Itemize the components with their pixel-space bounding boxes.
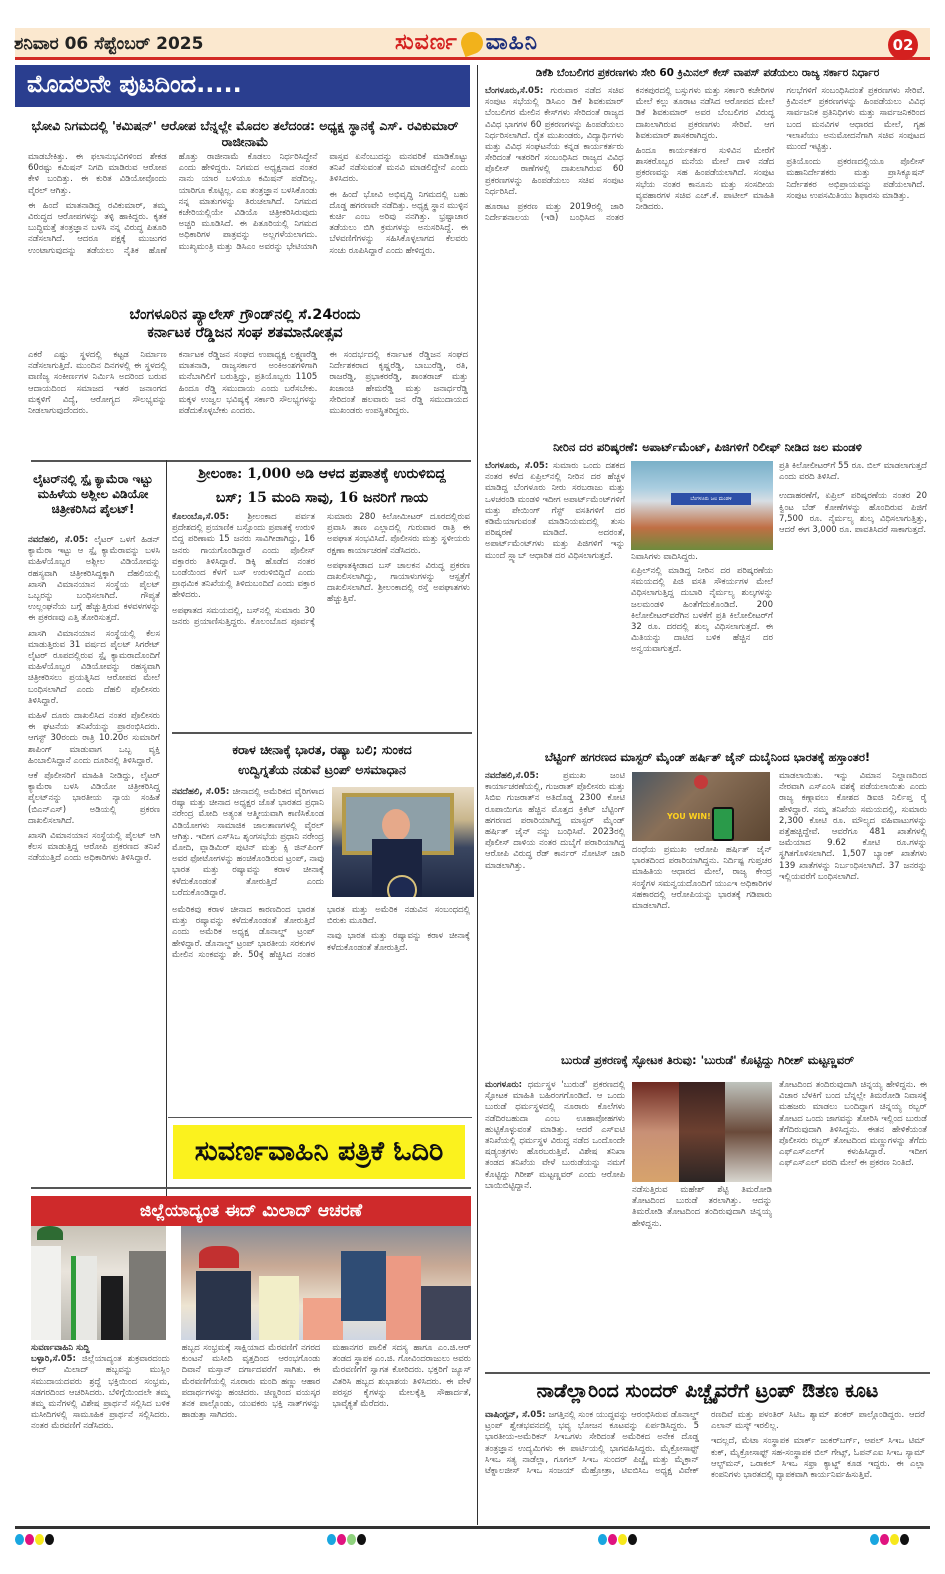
headline-srilanka[interactable]	[172, 466, 472, 507]
photo-person	[725, 1082, 772, 1182]
paragraph: ಮಹಿಳೆ ದೂರು ದಾಖಲಿಸಿದ ನಂತರ ಪೊಲೀಸರು ಈ ಘಟನೆಯ ತನಿಖೆಯನ್ನು ಪ್ರಾರಂಭಿಸಿದರು. ಆಗಸ್ಟ್ 30ರಂದು ರಾತ್ರಿ 10.20ರ ಸುಮಾರಿಗೆ ಶಾಪಿಂಗ್ ಮಾಡುವಾಗ ಒಬ್ಬ ವ್ಯಕ್ತಿ ಹಿಂಬಾಲಿಸಿದ್ದಾನೆ ಎಂದು ದೂರಿನಲ್ಲಿ ತಿಳಿಸಿದ್ದಾರೆ.	[28, 711, 160, 766]
green-mark-icon	[347, 1534, 356, 1545]
headline-water[interactable]: ನೀರಿನ ದರ ಪರಿಷ್ಕರಣೆ: ಅಪಾರ್ಟ್‌ಮೆಂಟ್, ಪಿಜಿಗಳಿಗೆ ರಿಲೀಫ್ ನೀಡಿದ ಜಲ ಮಂಡಳಿ	[553, 440, 862, 454]
black-mark-icon	[45, 1534, 54, 1545]
yellow-mark-icon	[618, 1534, 627, 1545]
logo-badge-icon	[694, 775, 708, 789]
photo-person	[421, 1286, 471, 1340]
photo-person	[129, 1251, 166, 1340]
flame-icon	[458, 29, 486, 57]
cyan-mark-icon	[870, 1534, 879, 1545]
article-burude-body-2	[632, 1185, 772, 1350]
headline-burude[interactable]: ಬುರುಡೆ ಪ್ರಕರಣಕ್ಕೆ ಸ್ಫೋಟಕ ತಿರುವು: 'ಬುರುಡೆ' ಕೊಟ್ಟಿದ್ದು ಗಿರೀಶ್ ಮಟ್ಟಣ್ಣವರ್	[561, 1053, 854, 1067]
photo-headscarf	[199, 1246, 239, 1268]
registration-marks	[15, 1530, 55, 1549]
article-eid-body	[31, 1343, 471, 1518]
registration-marks	[327, 1530, 367, 1549]
presidential-seal-icon	[387, 875, 417, 897]
headline-trump-china[interactable]	[172, 742, 472, 777]
headline-trump-dinner[interactable]: ನಾಡೆಲ್ಲಾರಿಂದ ಸುಂದರ್ ಪಿಚ್ಚೈವರೆಗೆ ಟ್ರಂಪ್ ಔತಣ ಕೂಟ	[536, 1380, 879, 1402]
article-srilanka-body	[172, 512, 470, 707]
article-burude-body-1	[485, 1080, 625, 1350]
photo-caption	[631, 552, 773, 564]
paragraph: ನಾವು ಭಾರತ ಮತ್ತು ರಷ್ಯಾವನ್ನು ಕರಾಳ ಚೀನಾಕ್ಕೆ ಕಳೆದುಕೊಂಡಂತೆ ತೋರುತ್ತಿದೆ.	[327, 931, 470, 953]
photo-person	[196, 1271, 251, 1340]
divider	[168, 1117, 472, 1118]
photo-trump	[332, 787, 474, 897]
footer-rule	[15, 1526, 930, 1529]
headline-line: ಕರ್ನಾಟಕ ರೆಡ್ಡಿಜನ ಸಂಘ ಶತಮಾನೋತ್ಸವ	[147, 325, 343, 342]
news-source: ಸುವರ್ಣವಾಹಿನಿ ಸುದ್ದಿ	[31, 1343, 90, 1353]
dateline: ಮಂಗಳೂರು:	[485, 1080, 523, 1090]
page-number: 02	[888, 30, 918, 60]
issue-date: ಶನಿವಾರ 06 ಸೆಪ್ಟೆಂಬರ್ 2025	[14, 34, 204, 54]
paragraph: ಶ್ರೀಲಂಕಾದ ಪರ್ವತ ಪ್ರದೇಶದಲ್ಲಿ ಪ್ರಯಾಣಿಕ ಬಸ್ಸೊಂದು ಪ್ರಪಾತಕ್ಕೆ ಉರುಳಿ ಬಿದ್ದ ಪರಿಣಾಮ 15 ಜನರು ಸಾವಿಗೀಡಾಗಿದ್ದು, 16 ಜನರು ಗಾಯಗೊಂಡಿದ್ದಾರೆ ಎಂದು ಪೊಲೀಸ್ ವಕ್ತಾರರು ತಿಳಿಸಿದ್ದಾರೆ. ಡಿಕ್ಕಿ ಹೊಡೆದ ನಂತರ ಬಂಡೆಯಿಂದ ಕೆಳಗೆ ಬಸ್ ಉರುಳಿಬಿದ್ದಿದೆ ಎಂದು ಪ್ರಾಥಮಿಕ ತನಿಖೆಯಲ್ಲಿ ತಿಳಿದುಬಂದಿದೆ ಎಂದು ವಕ್ತಾರ ಹೇಳಿದರು.	[172, 512, 315, 601]
photo-face	[382, 809, 410, 841]
photo-person	[386, 1256, 421, 1340]
article-water-body-1	[485, 461, 625, 696]
paragraph: ಸುಮಾರು ಒಂದು ದಶಕದ ನಂತರ ಕಳೆದ ಏಪ್ರಿಲ್‌ನಲ್ಲಿ ನೀರಿನ ದರ ಹೆಚ್ಚಳ ಮಾಡಿದ್ದ ಬೆಂಗಳೂರು ನೀರು ಸರಬರಾಜು ಮತ್ತು ಒಳಚರಂಡಿ ಮಂಡಳಿ ಇದೀಗ ಅಪಾರ್ಟ್‌ಮೆಂಟ್‌ಗಳಿಗೆ ಮತ್ತು ಪೇಯಿಂಗ್ ಗೆಸ್ಟ್ ವಸತಿಗಳಿಗೆ ದರ ಕಡಿಮೆಯಾಗುವಂತೆ ಮಾಡಿನಿಯಮದಲ್ಲಿ ತುಸು ಪರಿಷ್ಕರಣೆ ಮಾಡಿದೆ. ಅದರಂತೆ, ಅಪಾರ್ಟ್‌ಮೆಂಟ್‌ಗಳು ಮತ್ತು ಪಿಜಿಗಳಿಗೆ ಇನ್ನು ಮುಂದೆ ಸ್ಲ್ಯಾಬ್ ಆಧಾರಿತ ದರ ವಿಧಿಸಲಾಗುತ್ತದೆ.	[485, 461, 625, 561]
cyan-mark-icon	[15, 1534, 24, 1545]
headline-dk-cases[interactable]: ಡಿಕೆಶಿ ಬೆಂಬಲಿಗರ ಪ್ರಕರಣಗಳು ಸೇರಿ 60 ಕ್ರಿಮಿನಲ್ ಕೇಸ್ ವಾಪಸ್ ಪಡೆಯಲು ರಾಜ್ಯ ಸರ್ಕಾರ ನಿರ್ಧಾರ	[535, 67, 880, 79]
article-burude-body-3	[779, 1080, 927, 1350]
yellow-mark-icon	[890, 1534, 899, 1545]
cyan-mark-icon	[598, 1534, 607, 1545]
photo-person	[71, 1256, 97, 1340]
photo-eid-2	[181, 1226, 471, 1340]
dateline: ಬೆಂಗಳೂರು, ಸೆ.05:	[485, 461, 549, 471]
paragraph: ಎಕರೆ ಎಷ್ಟು ಸ್ಥಳದಲ್ಲಿ ಕಟ್ಟಡ ನಿರ್ಮಾಣ ನಡೆಸಲಾಗುತ್ತಿದೆ. ಮುಂದಿನ ದಿನಗಳಲ್ಲಿ ಈ ಸ್ಥಳದಲ್ಲಿ ವಾಣಿಜ್ಯ ಸಂಕೀರ್ಣಗಳ ನಿರ್ಮಿಸಿ ಅದರಿಂದ ಬರುವ ಆದಾಯದಿಂದ ಸಮಾಜದ ಇತರ ಜನಾಂಗದ ಮಕ್ಕಳಿಗೆ ವಿದ್ಯೆ, ಆರೋಗ್ಯದ ಸೌಲಭ್ಯವನ್ನು ನೀಡಲಾಗುವುದೆಂದರು.	[28, 350, 167, 417]
headline-line: ಕರಾಳ ಚೀನಾಕ್ಕೆ ಭಾರತ, ರಷ್ಯಾ ಬಲಿ; ಸುಂಕದ	[232, 742, 412, 757]
article-reddy-body	[28, 350, 468, 442]
headline-betting[interactable]: ಬೆಟ್ಟಿಂಗ್ ಹಗರಣದ ಮಾಸ್ಟರ್ ಮೈಂಡ್ ಹರ್ಷಿತ್ ಜೈನ್ ದುಬೈನಿಂದ ಭಾರತಕ್ಕೆ ಹಸ್ತಾಂತರ!	[544, 750, 871, 764]
dateline: ವಾಷಿಂಗ್ಟನ್, ಸೆ.05:	[485, 1410, 546, 1420]
article-betting-body-3	[779, 771, 927, 1031]
article-pilot-body	[28, 535, 160, 1185]
photo-betting	[632, 772, 770, 841]
paragraph: ಜಗತ್ತಿನಲ್ಲಿ ಸುಂಕ ಯುದ್ಧವನ್ನು ಆರಂಭಿಸಿರುವ ಡೊನಾಲ್ಡ್ ಟ್ರಂಪ್ ಶ್ವೇತಭವನದಲ್ಲಿ ಭವ್ಯ ಭೋಜನ ಕೂಟವನ್ನು ಏರ್ಪಡಿಸಿದ್ದರು. 5 ಭಾರತೀಯ-ಅಮೆರಿಕನ್ ಸಿಇಒಗಳು ಸೇರಿದಂತೆ ಅಮೆರಿಕದ ಅನೇಕ ದೊಡ್ಡ ತಂತ್ರಜ್ಞಾನ ಉದ್ಯಮಿಗಳು ಈ ಪಾರ್ಟಿಯಲ್ಲಿ ಭಾಗವಹಿಸಿದ್ದರು. ಮೈಕ್ರೋಸಾಫ್ಟ್ ಸಿಇಒ ಸತ್ಯ ನಾಡೆಲ್ಲಾ, ಗೂಗಲ್ ಸಿಇಒ ಸುಂದರ್ ಪಿಚ್ಚೈ ಮತ್ತು ಮೈಕ್ರಾನ್ ಟೆಕ್ನಾಲಜೀಸ್ ಸಿಇಒ ಸಂಜಯ್ ಮೆಹ್ರೋತ್ರಾ, ಟಿಐಬಿಸಿಒ ಅಧ್ಯಕ್ಷ ವಿವೇಕ್ ರಣದಿವೆ ಮತ್ತು ಪಳಂತಿರ್ ಸಿಟಿಒ ಶ್ಯಾಮ್ ಶಂಕರ್ ಪಾಲ್ಗೊಂಡಿದ್ದರು. ಆದರೆ ಎಲಾನ್ ಮಸ್ಕ್ ಇರಲಿಲ್ಲ.	[485, 1410, 925, 1477]
headline-line: ಶ್ರೀಲಂಕಾ: 1,000 ಅಡಿ ಆಳದ ಪ್ರಪಾತಕ್ಕೆ ಉರುಳಿಬಿದ್ದ	[198, 466, 446, 482]
paragraph: ಪ್ರತಿ ಕಿಲೋಲೀಟರ್‌ಗೆ 55 ರೂ. ಬಿಲ್ ಮಾಡಲಾಗುತ್ತದೆ ಎಂದು ವರದಿ ತಿಳಿಸಿದೆ.	[779, 461, 927, 483]
paragraph: ಗುರುವಾರ ನಡೆದ ಸಚಿವ ಸಂಪುಟ ಸಭೆಯಲ್ಲಿ ಡಿಸಿಎಂ ಡಿಕೆ ಶಿವಕುಮಾರ್ ಬೆಂಬಲಿಗರ ಮೇಲಿನ ಕೇಸ್‌ಗಳು ಸೇರಿದಂತೆ ರಾಜ್ಯದ ವಿವಿಧ ಭಾಗಗಳ 60 ಪ್ರಕರಣಗಳನ್ನು ಹಿಂಪಡೆಯಲು ನಿರ್ಧರಿಸಲಾಗಿದೆ. ರೈತ ಮುಖಂಡರು, ವಿದ್ಯಾರ್ಥಿಗಳು ಮತ್ತು ವಿವಿಧ ಸಂಘಟನೆಯ ಕನ್ನಡ ಕಾರ್ಯಕರ್ತರು ಸೇರಿದಂತೆ ಇತರರಿಗೆ ಸಂಬಂಧಿಸಿದ ರಾಜ್ಯದ ವಿವಿಧ ಪೊಲೀಸ್ ಠಾಣೆಗಳಲ್ಲಿ ದಾಖಲಾಗಿರುವ 60 ಪ್ರಕರಣಗಳನ್ನು ಹಿಂಪಡೆಯಲು ಸಚಿವ ಸಂಪುಟ ನಿರ್ಧರಿಸಿದೆ.	[485, 86, 624, 197]
paragraph: ಜಿಲ್ಲೆಯಾದ್ಯಂತ ಶುಕ್ರವಾರದಂದು ಈದ್ ಮಿಲಾದ್ ಹಬ್ಬವನ್ನು ಮುಸ್ಲಿಂ ಸಮುದಾಯದವರು ಶ್ರದ್ಧೆ ಭಕ್ತಿಯಿಂದ ಸಂಭ್ರಮ, ಸಡಗರದಿಂದ ಆಚರಿಸಿದರು. ಬೆಳಿಗ್ಗೆಯಿಂದಲೇ ತಮ್ಮ ತಮ್ಮ ಮನೆಗಳಲ್ಲಿ ವಿಶೇಷ ಪ್ರಾರ್ಥನೆ ಸಲ್ಲಿಸಿದ ಬಳಿಕ ಮಸೀದಿಗಳಲ್ಲಿ ಸಾಮೂಹಿಕ ಪ್ರಾರ್ಥನೆ ಸಲ್ಲಿಸಿದರು. ನಂತರ ಮೆರವಣಿಗೆ ನಡೆಸಿದರು.	[31, 1354, 170, 1432]
logo-text-part2: ವಾಹಿನಿ	[485, 30, 539, 55]
paragraph: ಖಾಸಗಿ ವಿಮಾನಯಾನ ಸಂಸ್ಥೆಯಲ್ಲಿ ಪೈಲಟ್ ಆಗಿ ಕೆಲಸ ಮಾಡುತ್ತಿದ್ದ ಆರೋಪಿ ಪ್ರಕರಣದ ತನಿಖೆ ನಡೆಯುತ್ತಿದೆ ಎಂದು ಅಧಿಕಾರಿಗಳು ತಿಳಿಸಿದ್ದಾರೆ.	[28, 831, 160, 864]
article-trump-china-body-2	[172, 905, 470, 1115]
phone-icon	[712, 807, 734, 841]
paragraph: ಖಾಸಗಿ ವಿಮಾನಯಾನ ಸಂಸ್ಥೆಯಲ್ಲಿ ಕೆಲಸ ಮಾಡುತ್ತಿರುವ 31 ವರ್ಷದ ಪೈಲಟ್ ಸಿಗರೇಟ್ ಲೈಟರ್ ರೂಪದಲ್ಲಿರುವ ಸ್ಪೈ ಕ್ಯಾಮರಾದೊಂದಿಗೆ ಮಹಿಳೆಯೊಬ್ಬರ ವಿಡಿಯೋವನ್ನು ರಹಸ್ಯವಾಗಿ ಚಿತ್ರೀಕರಿಸಲು ಪ್ರಯತ್ನಿಸಿದ ಆರೋಪದ ಮೇಲೆ ಬಂಧಿಸಲಾಗಿದೆ ಎಂದು ದೆಹಲಿ ಪೊಲೀಸರು ತಿಳಿಸಿದ್ದಾರೆ.	[28, 628, 160, 706]
paragraph: ಅಪಘಾತದ ಸಮಯದಲ್ಲಿ, ಬಸ್‌ನಲ್ಲಿ ಸುಮಾರು 30 ಜನರು ಪ್ರಯಾಣಿಸುತ್ತಿದ್ದರು. ಕೊಲಂಬೊದ ಪೂರ್ವಕ್ಕೆ ಸುಮಾರು 280 ಕಿಲೋಮೀಟರ್ ದೂರದಲ್ಲಿರುವ ಪ್ರವಾಸಿ ತಾಣ ಎಲ್ಲಾದಲ್ಲಿ ಗುರುವಾರ ರಾತ್ರಿ ಈ ಅಪಘಾತ ಸಂಭವಿಸಿದೆ. ಪೊಲೀಸರು ಮತ್ತು ಸ್ಥಳೀಯರು ರಕ್ಷಣಾ ಕಾರ್ಯಾಚರಣೆ ನಡೆಸಿದರು.	[172, 512, 470, 627]
paragraph: ದಂಧೆಯ ಪ್ರಮುಖ ಆರೋಪಿ ಹರ್ಷಿತ್ ಜೈನ್ ಭಾರತದಿಂದ ಪರಾರಿಯಾಗಿದ್ದನು. ನಿರ್ದಿಷ್ಟ ಗುಪ್ತಚರ ಮಾಹಿತಿಯ ಆಧಾರದ ಮೇಲೆ, ರಾಜ್ಯ ಕೇಂದ್ರ ಸಂಸ್ಥೆಗಳ ಸಮನ್ವಯದೊಂದಿಗೆ ಯುಎಇ ಅಧಿಕಾರಿಗಳ ಸಹಕಾರದಲ್ಲಿ ಆರೋಪಿಯನ್ನು ಭಾರತಕ್ಕೆ ಗಡಿಪಾರು ಮಾಡಲಾಗಿದೆ.	[632, 845, 772, 912]
magenta-mark-icon	[880, 1534, 889, 1545]
dateline: ಕೊಲಂಬೊ,ಸೆ.05:	[172, 512, 229, 522]
paragraph: ಉದಾಹರಣೆಗೆ, ಏಪ್ರಿಲ್ ಪರಿಷ್ಕರಣೆಯ ನಂತರ 20 ಕ್ವಿಂಟ ಬೆಡ್ ಕೋಣೆಗಳನ್ನು ಹೊಂದಿರುವ ಪಿಜಿಗೆ 7,500 ರೂ. ನೈರ್ಮಲ್ಯ ಶುಲ್ಕ ವಿಧಿಸಲಾಗುತ್ತಿತ್ತು, ಆದರೆ ಈಗ 3,000 ರೂ. ಪಾವತಿಸಿದರೆ ಸಾಕಾಗುತ್ತದೆ.	[779, 491, 927, 536]
photo-water-board	[631, 461, 773, 550]
read-newspaper-banner[interactable]: ಸುವರ್ಣವಾಹಿನಿ ಪತ್ರಿಕೆ ಓದಿರಿ	[173, 1125, 465, 1179]
paragraph: ಈ ಹಿಂದೆ ಭೋವಿ ಅಭಿವೃದ್ಧಿ ನಿಗಮದಲ್ಲಿ ಬಹು ದೊಡ್ಡ ಹಗರಣವೇ ನಡೆದಿತ್ತು. ಅಧ್ಯಕ್ಷ ಸ್ಥಾನ ಮುಳ್ಳಿನ ಕುರ್ಚಿ ಎಂಬ ಅರಿವು ನನಗಿತ್ತು. ಭ್ರಷ್ಟಾಚಾರ ತಡೆಯಲು ಬಿಗಿ ಕ್ರಮಗಳನ್ನು ಅನುಸರಿಸಿದ್ದೆ. ಈ ಬೆಳವಣಿಗೆಗಳನ್ನು ಸಹಿಸಿಕೊಳ್ಳಲಾಗದ ಕೆಲವರು ಸಂಚು ರೂಪಿಸಿದ್ದಾರೆ ಎಂದು ಹೇಳಿದ್ದರು.	[329, 189, 468, 256]
paragraph: ಈ ಸಂದರ್ಭದಲ್ಲಿ ಕರ್ನಾಟಕ ರೆಡ್ಡಿಜನ ಸಂಘದ ನಿರ್ದೇಶಕರಾದ ಕೃಷ್ಣರೆಡ್ಡಿ, ಬಾಬುರೆಡ್ಡಿ, ರತಿ, ರಾಜರೆಡ್ಡಿ, ಪ್ರಭಾಕರರೆಡ್ಡಿ, ಶಾಂತರಾಜ್ ಮತ್ತು ಖಜಾಂಚಿ ಹೇಮರೆಡ್ಡಿ ಮತ್ತು ಜನಾರ್ಧರೆಡ್ಡಿ ಸೇರಿದಂತೆ ಹಲವಾರು ಜನ ರೆಡ್ಡಿ ಸಮುದಾಯದ ಮುಖಂಡರು ಉಪಸ್ಥಿತರಿದ್ದರು.	[329, 350, 468, 417]
photo-eid-1	[31, 1226, 166, 1340]
magenta-mark-icon	[337, 1534, 346, 1545]
section-banner: ಮೊದಲನೇ ಪುಟದಿಂದ.....	[15, 65, 470, 107]
paragraph: ಈ ಹಿಂದೆ ಮಾತನಾಡಿದ್ದ ರವಿಕುಮಾರ್, ತಮ್ಮ ವಿರುದ್ಧದ ಆರೋಪಗಳನ್ನು ತಳ್ಳಿ ಹಾಕಿದ್ದರು. ಕೃತಕ ಬುದ್ಧಿಮತ್ತೆ ತಂತ್ರಜ್ಞಾನ ಬಳಸಿ ನನ್ನ ವಿರುದ್ಧ ಪಿತೂರಿ ನಡೆಸಲಾಗಿದೆ. ಆದರೂ ಪಕ್ಷಕ್ಕೆ ಮುಜುಗರ ಉಂಟಾಗುವುದನ್ನು ತಡೆಯಲು ನೈತಿಕ ಹೊಣೆ ಹೊತ್ತು ರಾಜೀನಾಮೆ ಕೊಡಲು ನಿರ್ಧರಿಸಿದ್ದೇನೆ ಎಂದು ಹೇಳಿದ್ದರು. ನಿಗಮದ ಅಧ್ಯಕ್ಷನಾದ ನಂತರ ನಾನು ಯಾರ ಬಳಿಯೂ ಕಮಿಷನ್ ಪಡೆದಿಲ್ಲ. ಯಾರಿಗೂ ಕೊಟ್ಟಿಲ್ಲ. ಎಐ ತಂತ್ರಜ್ಞಾನ ಬಳಸಿಕೊಂಡು ನನ್ನ ಮಾತುಗಳನ್ನು ತಿರುಚಲಾಗಿದೆ. ನಿಗಮದ ಕಚೇರಿಯಲ್ಲಿಯೇ ವಿಡಿಯೊ ಚಿತ್ರೀಕರಿಸಿರುವುದು ಅಚ್ಚರಿ ಮೂಡಿಸಿದೆ. ಈ ಪಿತೂರಿಯಲ್ಲಿ ನಿಗಮದ ಅಧಿಕಾರಿಗಳ ಪಾತ್ರವನ್ನು ಅಲ್ಲಗಳೆಯಲಾಗದು. ಮುಖ್ಯಮಂತ್ರಿ ಮತ್ತು ಡಿಸಿಎಂ ಅವರನ್ನು ಭೇಟಿಯಾಗಿ ವಾಸ್ತವ ಏನೆಂಬುದನ್ನು ಮನವರಿಕೆ ಮಾಡಿಕೊಟ್ಟು ತನಿಖೆ ನಡೆಸುವಂತೆ ಮನವಿ ಮಾಡಲಿದ್ದೇನೆ ಎಂದು ತಿಳಿಸಿದರು.	[28, 152, 468, 256]
cyan-mark-icon	[327, 1534, 336, 1545]
registration-marks	[598, 1530, 638, 1549]
divider	[485, 1372, 930, 1374]
paragraph: ಹೂರಾಟ ಪ್ರಕರಣ ಮತ್ತು 2019ರಲ್ಲಿ ಜಾರಿ ನಿರ್ದೇಶನಾಲಯ (ಇಡಿ) ಬಂಧಿಸಿದ ನಂತರ ಕನಕಪುರದಲ್ಲಿ ಬಸ್ಸುಗಳು ಮತ್ತು ಸರ್ಕಾರಿ ಕಚೇರಿಗಳ ಮೇಲೆ ಕಲ್ಲು ತೂರಾಟ ನಡೆಸಿದ ಆರೋಪದ ಮೇಲೆ ಡಿಕೆ ಶಿವಕುಮಾರ್ ಅವರ ಬೆಂಬಲಿಗರ ವಿರುದ್ಧ ದಾಖಲಾಗಿರುವ ಪ್ರಕರಣಗಳು ಸೇರಿವೆ. ಆಗ ಶಿವಕುಮಾರ್ ಶಾಸಕರಾಗಿದ್ದರು.	[485, 86, 775, 224]
photo-person	[341, 1251, 386, 1321]
article-trump-dinner-body	[485, 1410, 925, 1520]
divider	[31, 1187, 471, 1189]
dateline: ನವದೆಹಲಿ, ಸೆ.05:	[172, 787, 230, 797]
dateline: ನವದೆಹಲಿ, ಸೆ.05:	[28, 535, 89, 545]
paragraph: ಪ್ರಮುಖ ಜಂಟಿ ಕಾರ್ಯಾಚರಣೆಯಲ್ಲಿ, ಗುಜರಾತ್ ಪೊಲೀಸರು ಮತ್ತು ಸಿಬಿಐ ಗುಜರಾತ್‌ನ ಅತಿದೊಡ್ಡ 2300 ಕೋಟಿ ರೂಪಾಯಿಗೂ ಹೆಚ್ಚಿನ ಮೊತ್ತದ ಕ್ರಿಕೆಟ್ ಬೆಟ್ಟಿಂಗ್ ಹಗರಣದ ಪರಾರಿಯಾಗಿದ್ದ ಮಾಸ್ಟರ್ ಮೈಂಡ್ ಹರ್ಷಿತ್ ಜೈನ್ ನನ್ನು ಬಂಧಿಸಿವೆ. 2023ರಲ್ಲಿ ಪೊಲೀಸ್ ದಾಳಿಯ ನಂತರ ದುಬೈಗೆ ಪರಾರಿಯಾಗಿದ್ದ ಆರೋಪಿ ವಿರುದ್ಧ ರೆಡ್ ಕಾರ್ನರ್ ನೋಟಿಸ್ ಜಾರಿ ಮಾಡಲಾಗಿತ್ತು.	[485, 771, 625, 871]
headline-line: ಉದ್ವಿಗ್ನತೆಯ ನಡುವೆ ಟ್ರಂಪ್ ಅಸಮಾಧಾನ	[238, 761, 406, 777]
article-trump-china-body-1	[172, 787, 324, 902]
divider	[31, 460, 471, 462]
photo-person	[259, 1276, 299, 1340]
article-betting-body-1	[485, 771, 625, 1031]
paragraph: ಪ್ರತಿಯೊಂದು ಪ್ರಕರಣದಲ್ಲಿಯೂ ಪೊಲೀಸ್ ಮಹಾನಿರ್ದೇಶಕರು ಮತ್ತು ಪ್ರಾಸಿಕ್ಯೂಷನ್ ನಿರ್ದೇಶಕರ ಅಭಿಪ್ರಾಯವನ್ನು ಪಡೆಯಲಾಗಿದೆ. ಸಂಪುಟ ಉಪಸಮಿತಿಯು ಶಿಫಾರಸು ಮಾಡಿತ್ತು.	[786, 157, 925, 201]
photo-person	[679, 1082, 726, 1182]
photo-burude	[632, 1082, 772, 1182]
headline-reddy[interactable]	[20, 306, 470, 342]
photo-cap	[37, 1226, 63, 1240]
article-dk-cases-body	[485, 86, 925, 411]
building-sign: ಬೆಂಗಳೂರು ಜಲ ಮಂಡಳಿ	[671, 493, 751, 505]
article-water-body-3	[779, 461, 927, 696]
dateline: ನವದೆಹಲಿ,ಸೆ.05:	[485, 771, 539, 781]
paragraph: ಗಲಭೆಗಳಿಗೆ ಸಂಬಂಧಿಸಿದಂತೆ ಪ್ರಕರಣಗಳು ಸೇರಿವೆ. ಕ್ರಿಮಿನಲ್ ಪ್ರಕರಣಗಳನ್ನು ಹಿಂಪಡೆಯಲು ವಿವಿಧ ಸಾರ್ವಜನಿಕ ಪ್ರತಿನಿಧಿಗಳು ಮತ್ತು ಸಾರ್ವಜನಿಕರಿಂದ ಬಂದ ಮನವಿಗಳ ಆಧಾರದ ಮೇಲೆ, ಗೃಹ ಇಲಾಖೆಯು ಅನುಮೋದನೆಗಾಗಿ ಸಚಿವ ಸಂಪುಟದ ಮುಂದೆ ಇಟ್ಟಿತ್ತು.	[786, 86, 925, 153]
black-mark-icon	[357, 1534, 366, 1545]
magenta-mark-icon	[25, 1534, 34, 1545]
column-divider	[166, 460, 167, 1220]
paragraph: ತೋಟದಿಂದ ತಂದಿರುವುದಾಗಿ ಚಿನ್ನಯ್ಯ ಹೇಳಿದ್ದನು. ಈ ವಿಚಾರ ಬೆಳಕಿಗೆ ಬಂದ ಬೆನ್ನಲ್ಲೇ ತಿಮರೋಡಿ ನಿವಾಸಕ್ಕೆ ಮಹಜರು ಮಾಡಲು ಬಂದಿದ್ದಾಗ ಚಿನ್ನಯ್ಯ ರಬ್ಬರ್ ತೋಟದ ಒಂದು ಜಾಗವನ್ನು ತೋರಿಸಿ ಇಲ್ಲಿಂದ ಬುರುಡೆ ತೆಗೆದಿರುವುದಾಗಿ ತಿಳಿಸಿದ್ದನು. ಈತನ ಹೇಳಿಕೆಯಂತೆ ಪೊಲೀಸರು ರಬ್ಬರ್ ತೋಟದಿಂದ ಮಣ್ಣುಗಳನ್ನು ತೆಗೆದು ಎಫ್‌ಎಸ್‌ಎಲ್‌ಗೆ ಕಳುಹಿಸಿದ್ದಾರೆ. ಇದೀಗ ಎಫ್‌ಎಸ್‌ಎಲ್ ವರದಿ ಮೇಲೆ ಈ ಪ್ರಕರಣ ನಿಂತಿದೆ.	[779, 1080, 927, 1169]
dateline: ಬೆಂಗಳೂರು,ಸೆ.05:	[485, 86, 544, 96]
paragraph: ನಡೆಸುತ್ತಿರುವ ಮಹೇಶ್ ಶೆಟ್ಟಿ ತಿಮರೋಡಿ ತೋಟದಿಂದ ಬುರುಡೆ ತರಲಾಗಿತ್ತು. ಆದನ್ನು ತಿಮರೋಡಿ ತೋಟದಿಂದ ತಂದಿರುವುದಾಗಿ ಚಿನ್ನಯ್ಯ ಹೇಳಿದ್ದನು.	[632, 1185, 772, 1229]
black-mark-icon	[900, 1534, 909, 1545]
photo-person	[632, 1082, 679, 1182]
paragraph: ಮಾಡಲಾಯಿತು. ಇನ್ನು ವಿಮಾನ ನಿಲ್ದಾಣದಿಂದ ನೇರವಾಗಿ ಎಸ್‌ಎಂಸಿ ವಶಕ್ಕೆ ಪಡೆಯಲಾಯಿತು ಎಂದು ರಾಜ್ಯ ಕಣ್ಗಾವಲು ಕೋಶದ ಡಿಐಜಿ ನಿರ್ಲಿಪ್ತ ರೈ ಹೇಳಿದ್ದಾರೆ. ನಮ್ಮ ತನಿಖೆಯ ಸಮಯದಲ್ಲಿ, ಸುಮಾರು 2,300 ಕೋಟಿ ರೂ. ಮೌಲ್ಯದ ವಹಿವಾಟುಗಳನ್ನು ಪತ್ತೆಹಚ್ಚಿದ್ದೇವೆ. ಆವರೆಗೂ 481 ಖಾತೆಗಳಲ್ಲಿ ಜಮೆಯಾದ 9.62 ಕೋಟಿ ರೂ.ಗಳನ್ನು ಸ್ಥಗಿತಗೊಳಿಸಲಾಗಿದೆ. 1,507 ಬ್ಯಾಂಕ್ ಖಾತೆಗಳು 139 ಖಾತೆಗಳನ್ನು ನಿರ್ಬಂಧಿಸಲಾಗಿದೆ. 37 ಜನರನ್ನು ಇಲ್ಲಿಯವರೆಗೆ ಬಂಧಿಸಲಾಗಿದೆ.	[779, 771, 927, 882]
paragraph: ಹಿಂದೂ ಕಾರ್ಯಕರ್ತರ ಸುಳಿವಿನ ಮೇರೆಗೆ ಶಾಸಕರೊಬ್ಬರ ಮನೆಯ ಮೇಲೆ ದಾಳಿ ನಡೆದ ಪ್ರಕರಣವನ್ನು ಸಹ ಹಿಂಪಡೆಯಲಾಗಿದೆ. ಸಂಪುಟ ಸಭೆಯ ನಂತರ ಕಾನೂನು ಮತ್ತು ಸಂಸದೀಯ ವ್ಯವಹಾರಗಳ ಸಚಿವ ಎಚ್.ಕೆ. ಪಾಟೀಲ್ ಮಾಹಿತಿ ನೀಡಿದರು.	[635, 146, 775, 213]
paragraph: ಏಪ್ರಿಲ್‌ನಲ್ಲಿ ಮಾಡಿದ್ದ ನೀರಿನ ದರ ಪರಿಷ್ಕರಣೆಯ ಸಮಯದಲ್ಲಿ ಪಿಜಿ ವಸತಿ ಸೌಕರ್ಯಗಳ ಮೇಲೆ ವಿಧಿಸಲಾಗುತ್ತಿದ್ದ ದುಬಾರಿ ನೈರ್ಮಲ್ಯ ಶುಲ್ಕಗಳನ್ನು ಜಲಮಂಡಳಿ ಹಿಂತೆಗೆದುಕೊಂಡಿದೆ. 200 ಕಿಲೋಲೀಟರ್‌ವರೆಗಿನ ಬಳಕೆಗೆ ಪ್ರತಿ ಕಿಲೋಲೀಟರ್‌ಗೆ 32 ರೂ. ದರದಲ್ಲಿ ಶುಲ್ಕ ವಿಧಿಸಲಾಗುತ್ತದೆ. ಈ ಮಿತಿಯನ್ನು ದಾಟಿದ ಬಳಿಕ ಹೆಚ್ಚಿನ ದರ ಅನ್ವಯವಾಗುತ್ತದೆ.	[631, 566, 773, 655]
photo-child	[101, 1276, 123, 1340]
column-divider	[477, 65, 478, 1525]
paragraph: ಧರ್ಮಸ್ಥಳ 'ಬುರುಡೆ' ಪ್ರಕರಣದಲ್ಲಿ ಸ್ಫೋಟಕ ಮಾಹಿತಿ ಬಹಿರಂಗಗೊಂಡಿದೆ. ಆ ಒಂದು ಬುರುಡೆ ಧರ್ಮಸ್ಥಳದಲ್ಲಿ ನೂರಾರು ಕೊಲೆಗಳು ನಡೆದಿರಬಹುದಾ ಎಂಬ ಊಹಾಪೋಹಗಳು ಹುಟ್ಟಿಕೊಳ್ಳುವಂತೆ ಮಾಡಿತ್ತು. ಆದರೆ ಎಸ್‌ಐಟಿ ತನಿಖೆಯಲ್ಲಿ ಧರ್ಮಸ್ಥಳ ವಿರುದ್ಧ ನಡೆದ ಒಂದೊಂದೇ ಷಡ್ಯಂತ್ರಗಳು ಹೊರಬರುತ್ತಿವೆ. ವಿಶೇಷ ತನಿಖಾ ತಂಡದ ತನಿಖೆಯ ವೇಳೆ ಬುರುಡೆಯನ್ನು ನಮಗೆ ಕೊಟ್ಟಿದ್ದು ಗಿರೀಶ್ ಮಟ್ಟಣ್ಣವರ್ ಎಂದು ಆರೋಪಿ ಬಾಯಿಬಿಟ್ಟಿದ್ದಾನೆ.	[485, 1080, 625, 1191]
paragraph: ಮಹಾನಗರ ಪಾಲಿಕೆ ಸದಸ್ಯ ಹಾಗೂ ಎಂ.ಜಿ.ಆರ್ ತಂಡದ ಸ್ಥಾಪಕ ಎಂ.ಜಿ. ಗೋವಿಂದರಾಜುಲು ಅವರು ಮೆರವಣಿಗೆಗೆ ಸ್ವಾಗತ ಕೋರಿದರು. ಭಕ್ತರಿಗೆ ಜ್ಯೂಸ್ ವಿತರಿಸಿ ಹಬ್ಬದ ಶುಭಾಶಯ ತಿಳಿಸಿದರು. ಈ ವೇಳೆ ಪರಸ್ಪರ ಕೈಗಳನ್ನು ಮೇಲಕ್ಕೆತ್ತಿ ಸೌಹಾರ್ದತೆ, ಭಾವೈಕ್ಯತೆ ಮೆರೆದರು.	[332, 1343, 471, 1410]
paragraph: ಕರ್ನಾಟಕ ರೆಡ್ಡಿಜನ ಸಂಘದ ಉಪಾಧ್ಯಕ್ಷ ಲಕ್ಷ್ಮಣರೆಡ್ಡಿ ಮಾತನಾಡಿ, ರಾಜ್ಯಸರ್ಕಾರ ಅಂಕಿಅಂಶಗಳಿಗಾಗಿ ಮನೆಬಾಗಿಲಿಗೆ ಬರುತ್ತಿದ್ದು, ಪ್ರತಿಯೊಬ್ಬರು 1105 ಹಿಂದೂ ರೆಡ್ಡಿ ಸಮುದಾಯ ಎಂದು ಬರೆಸಬೇಕು. ಮಕ್ಕಳ ಉಜ್ವಲ ಭವಿಷ್ಯಕ್ಕೆ ಸರ್ಕಾರಿ ಸೌಲಭ್ಯಗಳನ್ನು ಪಡೆದುಕೊಳ್ಳಬೇಕು ಎಂದರು.	[178, 350, 318, 417]
dateline: ಬಳ್ಳಾರಿ,ಸೆ.05:	[31, 1354, 76, 1365]
article-betting-body-2	[632, 845, 772, 1030]
headline-bhovi[interactable]: ಭೋವಿ ನಿಗಮದಲ್ಲಿ 'ಕಮಿಷನ್' ಆರೋಪ ಬೆನ್ನಲ್ಲೇ ಮೊದಲ ತಲೆದಂಡ: ಅಧ್ಯಕ್ಷ ಸ್ಥಾನಕ್ಕೆ ಎಸ್. ರವಿಕುಮಾರ್ ರಾಜೀನಾಮೆ	[31, 118, 459, 149]
article-water-body-2	[631, 566, 773, 696]
newspaper-logo[interactable]	[395, 30, 538, 55]
magenta-mark-icon	[608, 1534, 617, 1545]
paragraph: ಮಾಡಬೇಕಿತ್ತು. ಈ ಫಲಾನುಭವಿಗಳಿಂದ ಶೇಕಡ 60ರಷ್ಟು ಕಮಿಷನ್ ನಿಗದಿ ಮಾಡಿರುವ ಆರೋಪ ಕೇಳಿ ಬಂದಿತ್ತು. ಈ ಕುರಿತ ವಿಡಿಯೋವೊಂದು ವೈರಲ್ ಆಗಿತ್ತು.	[28, 152, 167, 196]
paragraph: ಚೀನಾದಲ್ಲಿ ಅಮೆರಿಕದ ವೈರಿಗಳಾದ ರಷ್ಯಾ ಮತ್ತು ಚೀನಾದ ಅಧ್ಯಕ್ಷರ ಜೊತೆ ಭಾರತದ ಪ್ರಧಾನಿ ನರೇಂದ್ರ ಮೋದಿ ಅತ್ಯಂತ ಆತ್ಮೀಯವಾಗಿ ಕಾಣಿಸಿಕೊಂಡ ವಿಡಿಯೋಗಳು ಸಾಮಾಜಿಕ ಜಾಲತಾಣಗಳಲ್ಲಿ ವೈರಲ್ ಆಗಿತ್ತು. ಇದೀಗ ಎಸ್‌ಸಿಒ ಶೃಂಗಸಭೆಯ ಪ್ರಧಾನಿ ನರೇಂದ್ರ ಮೋದಿ, ವ್ಲಾಡಿಮಿರ್ ಪುಟಿನ್ ಮತ್ತು ಕ್ಸಿ ಜಿನ್‌ಪಿಂಗ್ ಅವರ ಫೋಟೋಗಳನ್ನು ಹಂಚಿಕೊಂಡಿರುವ ಟ್ರಂಪ್, ನಾವು ಭಾರತ ಮತ್ತು ರಷ್ಯಾವನ್ನು ಕರಾಳ ಚೀನಾಕ್ಕೆ ಕಳೆದುಕೊಂಡಂತೆ ತೋರುತ್ತಿದೆ ಎಂದು ಬರೆದುಕೊಂಡಿದ್ದಾರೆ.	[172, 787, 324, 898]
headline-pilot[interactable]: ಲೈಟರ್‌ನಲ್ಲಿ ಸ್ಪೈ ಕ್ಯಾಮೆರಾ ಇಟ್ಟು ಮಹಿಳೆಯ ಅಶ್ಲೀಲ ವಿಡಿಯೋ ಚಿತ್ರೀಕರಿಸಿದ ಪೈಲಟ್!	[33, 472, 153, 516]
paragraph: ಅಪಘಾತಕ್ಕೀಡಾದ ಬಸ್ ಚಾಲಕನ ವಿರುದ್ಧ ಪ್ರಕರಣ ದಾಖಲಿಸಲಾಗಿದ್ದು, ಗಾಯಾಳುಗಳನ್ನು ಆಸ್ಪತ್ರೆಗೆ ದಾಖಲಿಸಲಾಗಿದೆ. ಶ್ರೀಲಂಕಾದಲ್ಲಿ ರಸ್ತೆ ಅಪಘಾತಗಳು ಹೆಚ್ಚುತ್ತಿವೆ.	[327, 560, 470, 605]
photo-person	[31, 1246, 61, 1340]
paragraph: ಇದಲ್ಲದೆ, ಮೆಟಾ ಸಂಸ್ಥಾಪಕ ಮಾರ್ಕ್ ಜುಕರ್‌ಬರ್ಗ್, ಆಪಲ್ ಸಿಇಒ ಟಿಮ್ ಕುಕ್, ಮೈಕ್ರೋಸಾಫ್ಟ್ ಸಹ-ಸಂಸ್ಥಾಪಕ ಬಿಲ್ ಗೇಟ್ಸ್, ಓಪನ್‌ಎಐ ಸಿಇಒ ಸ್ಯಾಮ್ ಆಲ್ಟ್‌ಮನ್, ಒರಾಕಲ್ ಸಿಇಒ ಸಫ್ರಾ ಕ್ಯಾಟ್ಜ್ ಕೂಡ ಇದ್ದರು. ಈ ಎಲ್ಲಾ ಕಂಪನಿಗಳು ಭಾರತದಲ್ಲಿ ವ್ಯಾಪಕವಾಗಿ ಕಾರ್ಯನಿರ್ವಹಿಸುತ್ತಿವೆ.	[711, 1436, 925, 1481]
headline-line: ಬೆಂಗಳೂರಿನ ಪ್ಯಾಲೇಸ್ ಗ್ರೌಂಡ್‌ನಲ್ಲಿ ಸೆ.24ರಂದು	[129, 307, 361, 323]
headline-line: ಬಸ್; 15 ಮಂದಿ ಸಾವು, 16 ಜನರಿಗೆ ಗಾಯ	[215, 489, 429, 506]
black-mark-icon	[628, 1534, 637, 1545]
paragraph: ಆಕೆ ಪೊಲೀಸರಿಗೆ ಮಾಹಿತಿ ನೀಡಿದ್ದು, ಲೈಟರ್ ಕ್ಯಾಮೆರಾ ಬಳಸಿ ವಿಡಿಯೋ ಚಿತ್ರೀಕರಿಸಿದ್ದ ಪೈಲಟ್‌ನನ್ನು ಭಾರತೀಯ ನ್ಯಾಯ ಸಂಹಿತೆ (ಬಿಎನ್‌ಎಸ್) ಅಡಿಯಲ್ಲಿ ಪ್ರಕರಣ ದಾಖಲಿಸಲಾಗಿದೆ.	[28, 771, 160, 826]
caption: ನಿವಾಸಿಗಳು ವಾದಿಸಿದ್ದರು.	[631, 552, 698, 562]
registration-marks	[870, 1530, 910, 1549]
you-win-text: YOU WIN!	[667, 812, 711, 821]
divider	[172, 732, 472, 734]
paragraph: ಲೈಟರ್ ಒಳಗೆ ಹಿಡನ್ ಕ್ಯಾಮೆರಾ ಇಟ್ಟು ಆ ಸ್ಪೈ ಕ್ಯಾಮೆರಾವನ್ನು ಬಳಸಿ ಮಹಿಳೆಯೊಬ್ಬರ ಅಶ್ಲೀಲ ವಿಡಿಯೋವನ್ನು ರಹಸ್ಯವಾಗಿ ಚಿತ್ರೀಕರಿಸಿದ್ದಕ್ಕಾಗಿ ದೆಹಲಿಯಲ್ಲಿ ಖಾಸಗಿ ವಿಮಾನಯಾನ ಸಂಸ್ಥೆಯ ಪೈಲಟ್ ಒಬ್ಬರನ್ನು ಬಂಧಿಸಲಾಗಿದೆ. ಗೌಪ್ಯತೆ ಉಲ್ಲಂಘನೆಯ ಬಗ್ಗೆ ಹೆಚ್ಚುತ್ತಿರುವ ಕಳವಳಗಳನ್ನು ಈ ಪ್ರಕರಣವು ಎತ್ತಿ ತೋರಿಸುತ್ತದೆ.	[28, 535, 160, 624]
photo-person	[303, 1298, 343, 1340]
eid-banner[interactable]: ಜಿಲ್ಲೆಯಾದ್ಯಂತ ಈದ್ ಮಿಲಾದ್ ಆಚರಣೆ	[31, 1196, 471, 1226]
paragraph: ಹಬ್ಬದ ಸಂಭ್ರಮಕ್ಕೆ ಸಾಕ್ಷಿಯಾದ ಮೆರವಣಿಗೆ ನಗರದ ಕುಂಟನೆ ಮಸೀದಿ ವೃತ್ತದಿಂದ ಆರಂಭಗೊಂಡು ದಿವಾನೆ ಮಸ್ತಾನ್ ದರ್ಗಾದವರೆಗೆ ಸಾಗಿತು. ಈ ಮೆರವಣಿಗೆಯಲ್ಲಿ ನೂರಾರು ಮಂದಿ ಹಣ್ಣು ಆಹಾರ ಪದಾರ್ಥಗಳನ್ನು ಹಂಚಿದರು. ಚಿಣ್ಣರಿಂದ ವಯಸ್ಕರ ತನಕ ಪಾಲ್ಗೊಂಡು, ಯುವಕರು ಭಕ್ತಿ ನಾತ್‌ಗಳನ್ನು ಹಾಡುತ್ತಾ ಸಾಗಿದರು.	[181, 1343, 321, 1421]
yellow-mark-icon	[35, 1534, 44, 1545]
logo-text-part1: ಸುವರ್ಣ	[395, 30, 458, 55]
article-bhovi-body	[28, 152, 468, 287]
paragraph: ಅಮೆರಿಕವು ಕರಾಳ ಚೀನಾದ ಕಾರಣದಿಂದ ಭಾರತ ಮತ್ತು ರಷ್ಯಾವನ್ನು ಕಳೆದುಕೊಂಡಂತೆ ತೋರುತ್ತಿದೆ ಎಂದು ಅಮೆರಿಕ ಅಧ್ಯಕ್ಷ ಡೊನಾಲ್ಡ್ ಟ್ರಂಪ್ ಹೇಳಿದ್ದಾರೆ. ಡೊನಾಲ್ಡ್ ಟ್ರಂಪ್ ಭಾರತೀಯ ಸರಕುಗಳ ಮೇಲಿನ ಸುಂಕವನ್ನು ಶೇ. 50ಕ್ಕೆ ಹೆಚ್ಚಿಸಿದ ನಂತರ ಭಾರತ ಮತ್ತು ಅಮೆರಿಕ ನಡುವಿನ ಸಂಬಂಧದಲ್ಲಿ ಬಿರುಕು ಮೂಡಿದೆ.	[172, 905, 470, 960]
